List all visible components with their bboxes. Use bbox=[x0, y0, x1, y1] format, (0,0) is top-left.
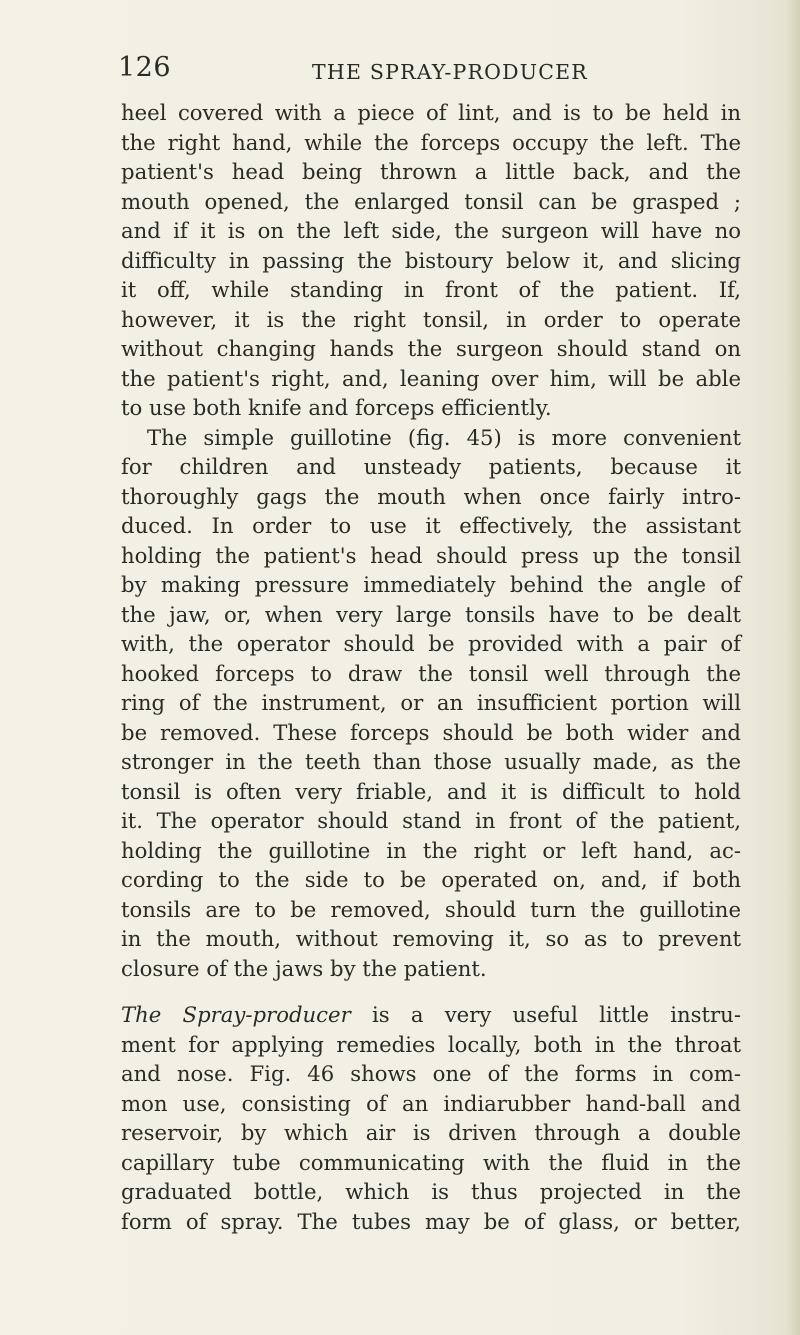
text-line: patient's head being thrown a little back, and the bbox=[121, 159, 741, 184]
text-line: heel covered with a piece of lint, and is to be held in bbox=[121, 100, 741, 125]
text-line: mon use, consisting of an indiarubber hand-ball and bbox=[121, 1090, 741, 1116]
text-line: with, the operator should be provided with a pair of bbox=[121, 631, 741, 656]
paragraph-simple-guillotine bbox=[121, 423, 741, 984]
text-line: the right hand, while the forceps occupy the left. The bbox=[121, 129, 741, 155]
text-line: stronger in the teeth than those usually made, as the bbox=[121, 749, 741, 774]
text-line: to use both knife and forceps efficiently. bbox=[121, 395, 552, 420]
body-text bbox=[121, 98, 741, 1236]
text-line: reservoir, by which air is driven through a double bbox=[121, 1120, 741, 1145]
text-line: it. The operator should stand in front of the patient, bbox=[121, 808, 741, 833]
text-line: and if it is on the left side, the surgeon will have no bbox=[121, 218, 741, 243]
text-line: capillary tube communicating with the fluid in the bbox=[121, 1149, 741, 1175]
text-line: without changing hands the surgeon should stand on bbox=[121, 336, 741, 361]
paragraph-guillotine-knife bbox=[121, 98, 741, 423]
text-line: in the mouth, without removing it, so as to prevent bbox=[121, 926, 741, 951]
text-line: tonsils are to be removed, should turn the guillotine bbox=[121, 896, 741, 922]
text-line: however, it is the right tonsil, in order to operate bbox=[121, 306, 741, 332]
paragraph-gap bbox=[121, 983, 741, 1000]
text-line: tonsil is often very friable, and it is difficult to hold bbox=[121, 778, 741, 804]
text-line: form of spray. The tubes may be of glass, or better, bbox=[121, 1208, 741, 1234]
text-line: holding the patient's head should press up the tonsil bbox=[121, 542, 741, 568]
text-line: by making pressure immediately behind the angle of bbox=[121, 572, 741, 597]
text-line: hooked forceps to draw the tonsil well through the bbox=[121, 660, 741, 686]
text-line: cording to the side to be operated on, and, if both bbox=[121, 867, 741, 892]
text-line: the jaw, or, when very large tonsils have to be dealt bbox=[121, 601, 741, 627]
running-title: THE SPRAY-PRODUCER bbox=[312, 60, 588, 84]
lead-line-rest: is a very useful little instru- bbox=[350, 1002, 741, 1027]
text-line: The simple guillotine (fig. 45) is more convenient bbox=[147, 424, 741, 450]
text-line: and nose. Fig. 46 shows one of the forms in com- bbox=[121, 1061, 741, 1086]
text-line bbox=[121, 1000, 741, 1030]
page-edge-shadow bbox=[786, 0, 800, 1335]
page-number: 126 bbox=[118, 52, 172, 83]
text-line: holding the guillotine in the right or left hand, ac- bbox=[121, 837, 741, 863]
text-line: thoroughly gags the mouth when once fairly intro- bbox=[121, 483, 741, 509]
spray-producer-term: The Spray-producer bbox=[121, 1002, 351, 1027]
text-line: ring of the instrument, or an insufficient portion will bbox=[121, 690, 741, 715]
text-line: for children and unsteady patients, because it bbox=[121, 454, 741, 479]
text-line: graduated bottle, which is thus projected in the bbox=[121, 1179, 741, 1204]
paragraph-spray-producer bbox=[121, 1000, 741, 1236]
text-line: the patient's right, and, leaning over him, will be able bbox=[121, 365, 741, 391]
text-line: ment for applying remedies locally, both in the throat bbox=[121, 1031, 741, 1057]
text-line: duced. In order to use it effectively, the assistant bbox=[121, 513, 741, 538]
text-line: mouth opened, the enlarged tonsil can be grasped ; bbox=[121, 188, 741, 214]
text-line: difficulty in passing the bistoury below it, and slicing bbox=[121, 247, 741, 273]
text-line: closure of the jaws by the patient. bbox=[121, 955, 487, 981]
text-line: it off, while standing in front of the patient. If, bbox=[121, 277, 741, 302]
text-line: be removed. These forceps should be both wider and bbox=[121, 719, 741, 745]
